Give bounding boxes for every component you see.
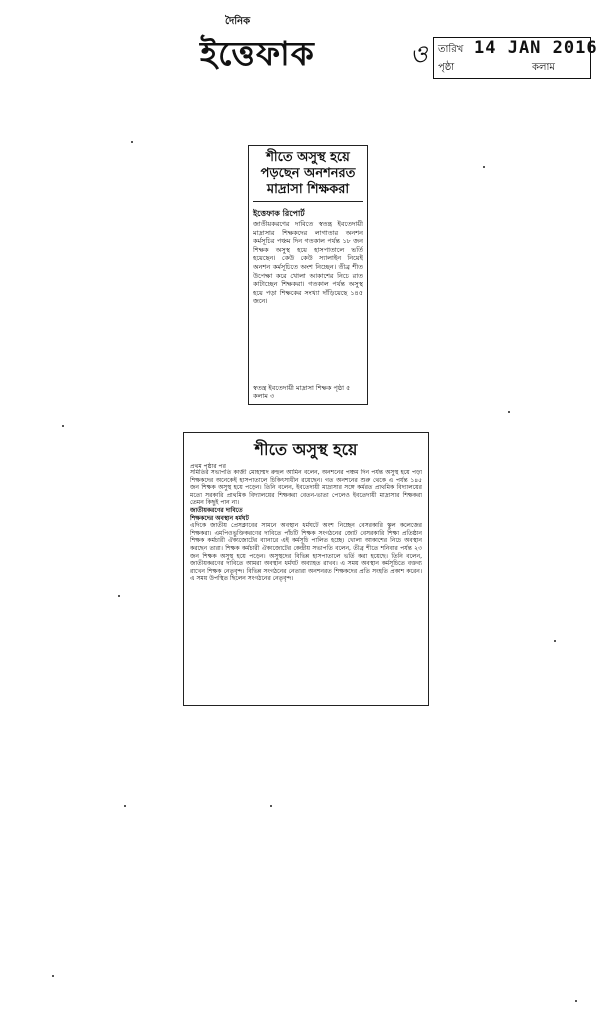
subheading: শিক্ষকদের অবস্থান ধর্মঘট bbox=[190, 514, 249, 522]
stamp-date-label: তারিখ bbox=[438, 44, 464, 55]
newspaper-masthead: ইত্তেফাক bbox=[200, 34, 315, 73]
paragraph: এদিকে জাতীয় প্রেসক্লাবের সামনে অবস্থান ধর্মঘটে অংশ নিচ্ছেন বেসরকারি স্কুল কলেজের শিক্ষকরা। এমপিওভুক্তিকরণের দাবিতে পাঁচটি শিক্ষক সংগঠনের জোট বেসরকারি শিক্ষা প্রতিষ্ঠান শিক্ষক কর্মচারী ঐক্যজোটের ব্যানারে এই কর্মসূচি পালিত হচ্ছে। খোলা আকাশের নিচে অবস্থান করছেন তারা। bbox=[190, 522, 422, 552]
scan-speck bbox=[483, 166, 485, 168]
continued-label: প্রথম পৃষ্ঠার পর bbox=[190, 463, 226, 470]
paragraph: সমিতির সভাপতি কাজী মোহাম্মদ রুহুল আমিন বলেন, অনশনের পঞ্চম দিন পর্যন্ত অসুস্থ হয়ে পড়া শিক্ষকদের অনেকেই হাসপাতালে চিকিৎসাধীন রয়েছেন। গত অনশনের শুরু থেকে এ পর্যন্ত ১৪৫ জন শিক্ষক অসুস্থ হয়ে পড়েন। bbox=[190, 469, 422, 492]
clipping-body: জাতীয়করণের দাবিতে স্বতন্ত্র ইবতেদায়ী মাদ্রাসার শিক্ষকদের লাগাতার অনশন কর্মসূচির পঞ্চম দিন গতকাল পর্যন্ত ১৮ জন শিক্ষক অসুস্থ হয়ে হাসপাতালে ভর্তি হয়েছেন। কেউ কেউ স্যালাইন নিয়েই অনশন কর্মসূচিতে অংশ নিচ্ছেন। তীব্র শীত উপেক্ষা করে খোলা আকাশের নিচে রাত কাটাচ্ছেন শিক্ষকরা। গতকাল পর্যন্ত অসুস্থ হয়ে পড়া শিক্ষকের সংখ্যা দাঁড়িয়েছে ১৪৫ জনে। bbox=[253, 220, 363, 306]
paragraph: শিক্ষক কর্মচারী ঐক্যজোটের কেন্দ্রীয় সভাপতি বলেন, তীব্র শীতে শনিবার পর্যন্ত ২৩ জন শিক্ষক অসুস্থ হয়ে পড়েন। অসুস্থদের বিভিন্ন হাসপাতালে ভর্তি করা হয়েছে। তিনি বলেন, জাতীয়করণের দাবিতে আমরা অবস্থান ধর্মঘট অব্যাহত রাখব। এ সময় অবস্থান কর্মসূচিতে বক্তব্য রাখেন শিক্ষক নেতৃবৃন্দ। bbox=[190, 544, 422, 575]
scan-speck bbox=[118, 595, 120, 597]
news-clipping-front bbox=[248, 145, 368, 405]
scan-speck bbox=[62, 425, 64, 427]
paragraph: বিভিন্ন সংগঠনের নেতারা অনশনরত শিক্ষকদের প্রতি সংহতি প্রকাশ করেন। এ সময় উপস্থিত ছিলেন সংগঠনের নেতৃবৃন্দ। bbox=[190, 567, 422, 583]
stamp-column-label: কলাম bbox=[532, 62, 555, 73]
subheading: জাতীয়করণের দাবিতে bbox=[190, 506, 243, 514]
scan-speck bbox=[554, 640, 556, 642]
scan-speck bbox=[52, 975, 54, 977]
stamp-scribble: ও bbox=[410, 40, 428, 68]
clipping-headline: শীতে অসুস্থ হয়ে পড়ছেন অনশনরত মাদ্রাসা শিক্ষকরা bbox=[253, 150, 363, 202]
scan-speck bbox=[575, 1000, 577, 1002]
archive-stamp bbox=[433, 37, 598, 79]
clipping-byline: ইত্তেফাক রিপোর্ট bbox=[253, 209, 305, 218]
paragraph: তিনি বলেন, ইবতেদায়ী মাদ্রাসার সঙ্গে কর্মরত প্রাথমিক বিদ্যালয়ের মতো সরকারি প্রাথমিক বিদ্যালয়ের শিক্ষকরা বেতন-ভাতা পেলেও ইবতেদায়ী মাদ্রাসার শিক্ষকরা তেমন কিছুই পান না। bbox=[190, 484, 422, 507]
masthead-small-label: দৈনিক bbox=[225, 16, 251, 27]
clipping-headline: শীতে অসুস্থ হয়ে bbox=[254, 440, 358, 459]
scan-speck bbox=[124, 805, 126, 807]
scan-speck bbox=[131, 141, 133, 143]
stamp-page-label: পৃষ্ঠা bbox=[438, 62, 455, 73]
clipping-continuation: স্বতন্ত্র ইবতেদায়ী মাদ্রাসা শিক্ষক পৃষ্ঠা ৫ কলাম ৩ bbox=[253, 384, 351, 400]
scan-speck bbox=[508, 411, 510, 413]
news-clipping-continued bbox=[183, 432, 429, 706]
stamp-date-value: 14 JAN 2016 bbox=[474, 38, 598, 58]
scan-speck bbox=[270, 805, 272, 807]
clipping-body bbox=[190, 469, 422, 701]
